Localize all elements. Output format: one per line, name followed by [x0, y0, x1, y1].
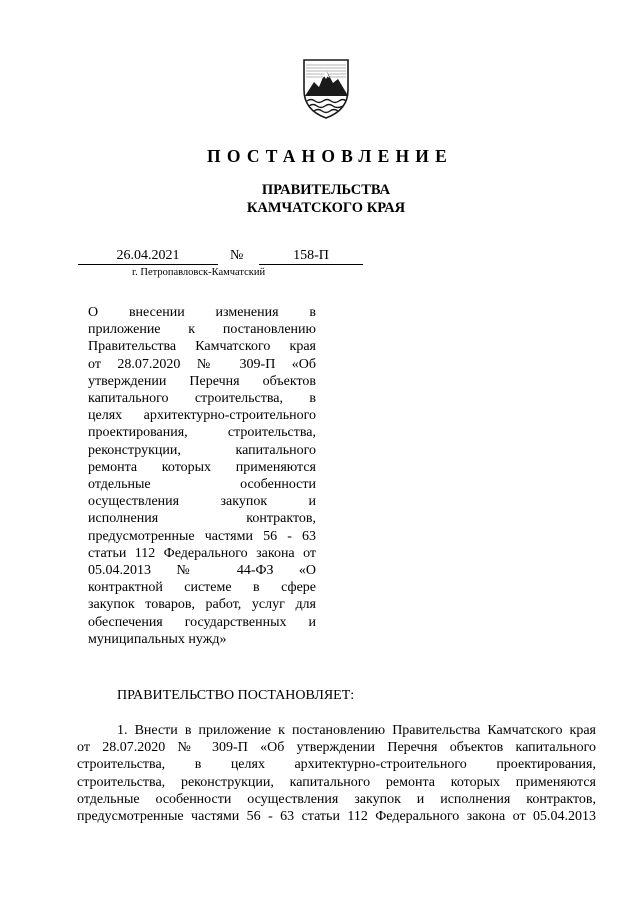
document-number: 158-П [259, 248, 363, 265]
body-line: предусмотренные частями 56 - 63 статьи 112 Федерального закона от 05.04.2013 [77, 809, 596, 825]
title-line: статьи 112 Федерального закона от [88, 545, 316, 561]
issuer-heading [0, 181, 640, 217]
title-line: капитального строительства, в [88, 391, 316, 407]
title-line: О внесении изменения в [88, 305, 316, 320]
title-line: 05.04.2013 № 44-ФЗ «О [88, 563, 316, 579]
title-line: проектирования, строительства, [88, 425, 316, 441]
title-line: Правительства Камчатского края [88, 339, 316, 355]
body-line: от 28.07.2020 № 309-П «Об утверждении Перечня объектов капитального [77, 740, 596, 756]
document-date: 26.04.2021 [78, 248, 218, 265]
issuer-line-1: ПРАВИТЕЛЬСТВА [261, 182, 391, 198]
title-line: осуществления закупок и [88, 494, 316, 510]
title-line: обеспечения государственных и [88, 614, 316, 630]
title-line: приложение к постановлению [88, 322, 316, 338]
document-type-heading: ПОСТАНОВЛЕНИЕ [207, 146, 453, 166]
title-line: реконструкции, капитального [88, 442, 316, 458]
title-line: закупок товаров, работ, услуг для [88, 597, 316, 613]
resolution-statement: ПРАВИТЕЛЬСТВО ПОСТАНОВЛЯЕТ: [117, 688, 355, 703]
document-title [88, 304, 316, 648]
title-line: утверждении Перечня объектов [88, 373, 316, 389]
title-line: целях архитектурно-строительного [88, 408, 316, 424]
body-line: строительства, реконструкции, капитального ремонта которых применяются [77, 774, 596, 790]
kamchatka-coat-of-arms-icon [300, 56, 352, 120]
title-line: контрактной системе в сфере [88, 580, 316, 596]
body-line: 1. Внести в приложение к постановлению Правительства Камчатского края [117, 723, 596, 738]
title-line: предусмотренные частями 56 - 63 [88, 528, 316, 544]
title-line: муниципальных нужд» [88, 631, 227, 647]
title-line: от 28.07.2020 № 309-П «Об [88, 356, 316, 372]
number-sign: № [230, 248, 244, 263]
body-line: отдельные особенности осуществления закупок и исполнения контрактов, [77, 791, 596, 807]
title-line: отдельные особенности [88, 477, 316, 493]
title-line: ремонта которых применяются [88, 459, 316, 475]
body-line: строительства, в целях архитектурно-строительного проектирования, [77, 757, 596, 773]
issuer-line-2: КАМЧАТСКОГО КРАЯ [246, 200, 406, 216]
document-place: г. Петропавловск-Камчатский [132, 267, 266, 278]
body-paragraph [77, 722, 596, 825]
title-line: исполнения контрактов, [88, 511, 316, 527]
